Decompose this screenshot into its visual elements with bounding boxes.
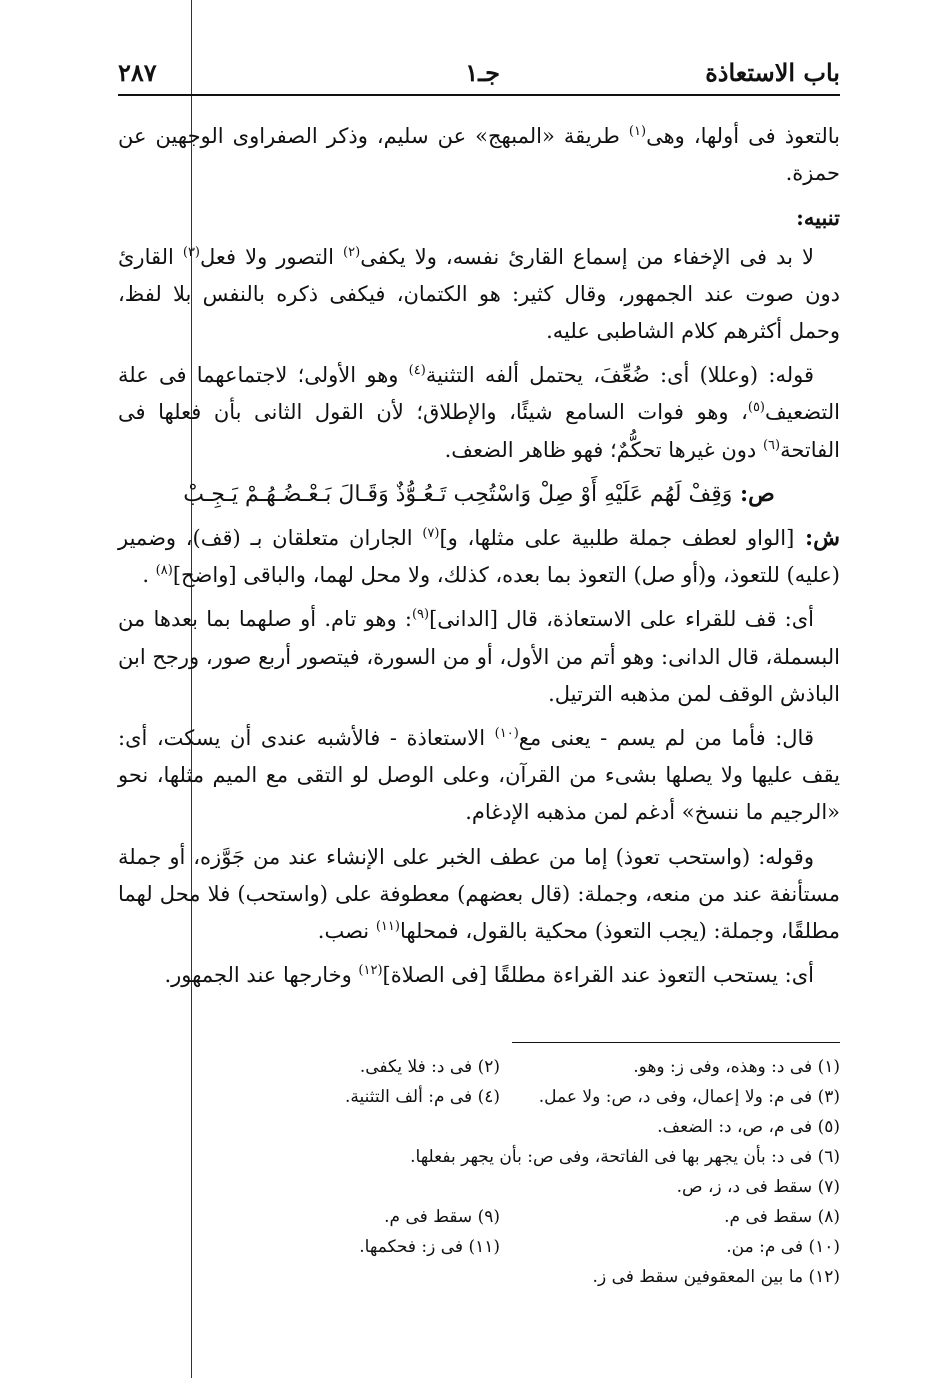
footnote: (٢) فى د: فلا يكفى. <box>359 1057 500 1077</box>
text-run: دون غيرها تحكُّمٌ؛ فهو ظاهر الضعف. <box>444 437 763 462</box>
footnote-ref: (٩) <box>411 607 430 623</box>
text-run: أى: يستحب التعوذ عند القراءة مطلقًا [فى الصلاة] <box>382 963 814 988</box>
footnote: (١٢) ما بين المعقوفين سقط فى ز. <box>592 1267 840 1287</box>
footnote: (٨) سقط فى م. <box>724 1207 840 1227</box>
footnote-ref: (٤) <box>408 363 426 379</box>
section-heading <box>118 199 840 236</box>
footnote-row <box>118 1202 840 1232</box>
footnote-ref: (٨) <box>155 563 173 579</box>
footnote-ref: (٢) <box>343 244 361 260</box>
footnote: (٩) سقط فى م. <box>384 1207 500 1227</box>
text-run: لا بد فى الإخفاء من إسماع القارئ نفسه، ولا يكفى <box>360 244 814 269</box>
footnote-row <box>118 1262 840 1292</box>
footnote-row <box>118 1232 840 1262</box>
section-marker: ش: <box>794 525 840 552</box>
footnote-ref: (١١) <box>375 919 400 935</box>
footnote: (٤) فى م: ألف التثنية. <box>344 1087 500 1107</box>
paragraph <box>118 839 840 951</box>
footnote-row <box>118 1082 840 1112</box>
footnote-ref: (٥) <box>747 400 765 416</box>
chapter-title: باب الاستعاذة <box>705 58 840 87</box>
text-run: وَقِفْ لَهُم عَلَيْهِ أَوْ صِلْ وَاسْتُحِب تَـعُـوُّذٌ وَقَـالَ بَـعْـضُـهُـمْ يَـجِـبْ <box>183 481 733 507</box>
paragraph <box>118 720 840 832</box>
text-run: وخارجها عند الجمهور. <box>164 963 359 988</box>
footnote-ref: (١٢) <box>358 963 383 979</box>
paragraph <box>118 357 840 469</box>
text-run: وهو الأولى؛ لاجتماعهما فى علة التضعيف <box>118 363 840 425</box>
footnote-row <box>118 1112 840 1142</box>
footnote-ref: (١) <box>628 124 647 139</box>
footnotes <box>118 1052 840 1292</box>
text-run: أى: قف للقراء على الاستعاذة، قال [الدانى] <box>429 607 814 632</box>
text-run: تنبيه: <box>796 205 840 231</box>
text-run: [الواو لعطف جملة طلبية على مثلها، و] <box>439 526 795 551</box>
text-run: بالتعوذ فى أولها، وهى <box>646 124 841 148</box>
footnote: (٥) فى م، ص، د: الضعف. <box>657 1117 840 1137</box>
text-run: وقوله: (واستحب تعوذ) إما من عطف الخبر على الإنشاء عند من جَوَّزه، أو جملة مستأنفة عند من منعه، وجملة: (قال بعضهم) معطوفة على (واستحب) فلا محل لهما مطلقًا، وجملة: (يجب التعوذ) محكية بالقول، فمحلها <box>118 844 840 944</box>
section-marker: ص: <box>732 480 775 507</box>
text-run: نصب. <box>317 919 376 944</box>
footnote: (٣) فى م: ولا إعمال، وفى د، ص: ولا عمل. <box>538 1087 840 1107</box>
footnote: (١٠) فى م: من. <box>726 1237 840 1257</box>
footnote: (٦) فى د: بأن يجهر بها فى الفاتحة، وفى ص: بأن يجهر بفعلها. <box>410 1147 840 1167</box>
text-run: التصور ولا فعل <box>200 244 344 269</box>
footnote-row <box>118 1142 840 1172</box>
text-run: الاستعاذة - فالأشبه عندى أن يسكت، أى: يقف عليها ولا يصلها بشىء من القرآن، وعلى الوصل لو التقى مع الميم مثلها، نحو «الرجيم ما ننسخ» أدغم لمن مذهبه الإدغام. <box>118 726 840 825</box>
text-run: طريقة «المبهج» عن سليم، وذكر الصفراوى الوجهين عن حمزة. <box>118 124 840 186</box>
paragraph <box>118 239 840 351</box>
text-run: : وهو تام. أو صلهما بما بعدها من البسملة، قال الدانى: وهو أتم من الأول، أو من السورة، فيتصور أربع صور، ورجح ابن الباذش الوقف لمن مذهبه الترتيل. <box>118 607 840 706</box>
footnote-separator <box>512 1042 840 1043</box>
footnote: (٧) سقط فى د، ز، ص. <box>676 1177 840 1197</box>
footnote-row <box>118 1052 840 1082</box>
text-run: القارئ دون صوت عند الجمهور، وقال كثير: هو الكتمان، فيكفى ذكره بالنفس بلا لفظ، وحمل أكثرهم كلام الشاطبى عليه. <box>118 244 840 344</box>
text-run: . <box>142 563 156 588</box>
paragraph <box>118 957 840 994</box>
footnote-ref: (٦) <box>762 437 781 453</box>
page-number: ٢٨٧ <box>118 58 157 87</box>
paragraph <box>118 118 840 192</box>
text-run: ، وهو فوات السامع شيئًا، والإطلاق؛ لأن القول الثانى بأن فعلها فى الفاتحة <box>118 400 840 462</box>
paragraph <box>118 520 840 594</box>
page-header <box>118 54 840 96</box>
footnote: (١) فى د: وهذه، وفى ز: وهو. <box>633 1057 840 1077</box>
text-run: قال: فأما من لم يسم - يعنى مع <box>518 726 814 751</box>
text-run: الجاران متعلقان بـ (قف)، وضمير (عليه) للتعوذ، و(أو صل) التعوذ بما بعده، كذلك، ولا محل لهما، والباقى [واضح] <box>118 526 840 588</box>
footnote: (١١) فى ز: فحكمها. <box>359 1237 500 1257</box>
verse-line <box>118 476 840 513</box>
footnote-ref: (١٠) <box>494 726 519 742</box>
footnote-ref: (٣) <box>182 244 200 260</box>
footnote-ref: (٧) <box>422 526 440 542</box>
footnote-row <box>118 1172 840 1202</box>
paragraph <box>118 601 840 713</box>
main-text <box>118 118 840 1001</box>
text-run: قوله: (وعللا) أى: ضُعِّفَ، يحتمل ألفه التثنية <box>425 363 814 388</box>
volume-number: جـ١ <box>465 58 500 87</box>
